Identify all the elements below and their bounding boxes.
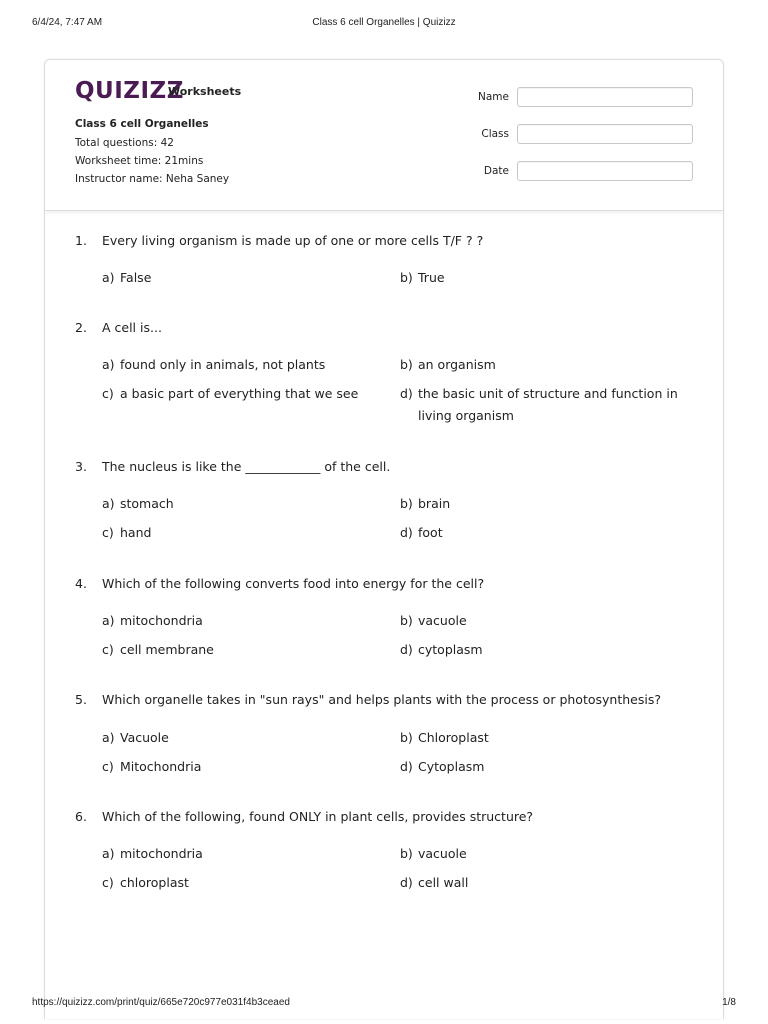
option-text: stomach [120,496,174,511]
option-letter: c) [102,525,114,540]
print-header [0,0,768,40]
option-text: brain [418,496,451,511]
option-b [400,493,700,515]
option-text: chloroplast [120,875,189,890]
class-field[interactable] [517,124,693,144]
option-c [102,756,382,778]
option-text: vacuole [418,613,467,628]
option-letter: c) [102,386,114,401]
option-letter: a) [102,730,115,745]
option-text: cell membrane [120,642,214,657]
option-a [102,267,382,289]
option-letter: a) [102,357,115,372]
question-text: Which of the following converts food into energy for the cell? [102,576,485,591]
print-page-counter: 1/8 [722,997,736,1008]
option-letter: b) [400,846,413,861]
option-text: Chloroplast [418,730,489,745]
option-text: True [418,270,445,285]
name-field[interactable] [517,87,693,107]
worksheet [44,59,724,1019]
option-text: foot [418,525,443,540]
option-d [400,383,700,427]
print-page-title: Class 6 cell Organelles | Quizizz [312,17,456,28]
option-letter: a) [102,613,115,628]
worksheet-time: Worksheet time: 21mins [75,155,204,167]
print-datetime: 6/4/24, 7:47 AM [32,17,103,28]
option-text: Cytoplasm [418,759,485,774]
option-d [400,872,700,894]
option-letter: c) [102,759,114,774]
option-b [400,610,700,632]
option-letter: b) [400,613,413,628]
option-letter: a) [102,270,115,285]
option-letter: b) [400,270,413,285]
option-c [102,639,382,661]
option-letter: c) [102,642,114,657]
option-letter: b) [400,357,413,372]
option-letter: d) [400,386,413,401]
option-a [102,727,382,749]
option-a [102,354,382,376]
option-b [400,267,700,289]
option-c [102,522,382,544]
option-b [400,727,700,749]
option-letter: d) [400,642,413,657]
question-number: 4. [75,576,87,591]
option-a [102,493,382,515]
option-letter: b) [400,496,413,511]
instructor-name: Instructor name: Neha Saney [75,173,230,185]
option-a [102,843,382,865]
question-text: Which organelle takes in "sun rays" and helps plants with the process or photosynthesis? [102,692,661,707]
option-text: mitochondria [120,846,203,861]
option-letter: b) [400,730,413,745]
name-label: Name [478,91,509,103]
question-text: A cell is... [102,320,162,335]
question-number: 2. [75,320,87,335]
print-footer [0,990,768,1024]
option-text: the basic unit of structure and function in living organism [418,386,678,423]
option-b [400,354,700,376]
option-letter: a) [102,846,115,861]
option-d [400,522,700,544]
option-d [400,756,700,778]
option-text: mitochondria [120,613,203,628]
question-number: 6. [75,809,87,824]
option-letter: a) [102,496,115,511]
option-text: vacuole [418,846,467,861]
logo-subtitle: Worksheets [168,85,242,98]
worksheet-header [45,60,723,211]
option-text: a basic part of everything that we see [120,386,359,401]
option-text: cytoplasm [418,642,483,657]
question-text: Every living organism is made up of one or more cells T/F ? ? [102,233,484,248]
option-text: hand [120,525,152,540]
class-label: Class [481,128,509,140]
print-url: https://quizizz.com/print/quiz/665e720c977e031f4b3ceaed [32,997,290,1008]
option-text: cell wall [418,875,469,890]
option-letter: d) [400,759,413,774]
quiz-title: Class 6 cell Organelles [75,118,209,130]
option-text: found only in animals, not plants [120,357,326,372]
option-b [400,843,700,865]
option-c [102,872,382,894]
question-number: 3. [75,459,87,474]
option-a [102,610,382,632]
option-letter: d) [400,875,413,890]
quizizz-logo: QUIZIZZ [75,78,184,104]
question-number: 5. [75,692,87,707]
question-number: 1. [75,233,87,248]
date-field[interactable] [517,161,693,181]
option-text: Vacuole [120,730,169,745]
option-text: Mitochondria [120,759,202,774]
option-text: False [120,270,152,285]
question-text: Which of the following, found ONLY in plant cells, provides structure? [102,809,534,824]
option-c [102,383,382,405]
total-questions: Total questions: 42 [75,137,174,149]
question-text: The nucleus is like the ____________ of the cell. [102,459,391,474]
option-letter: c) [102,875,114,890]
option-d [400,639,700,661]
date-label: Date [483,165,509,177]
option-text: an organism [418,357,496,372]
option-letter: d) [400,525,413,540]
